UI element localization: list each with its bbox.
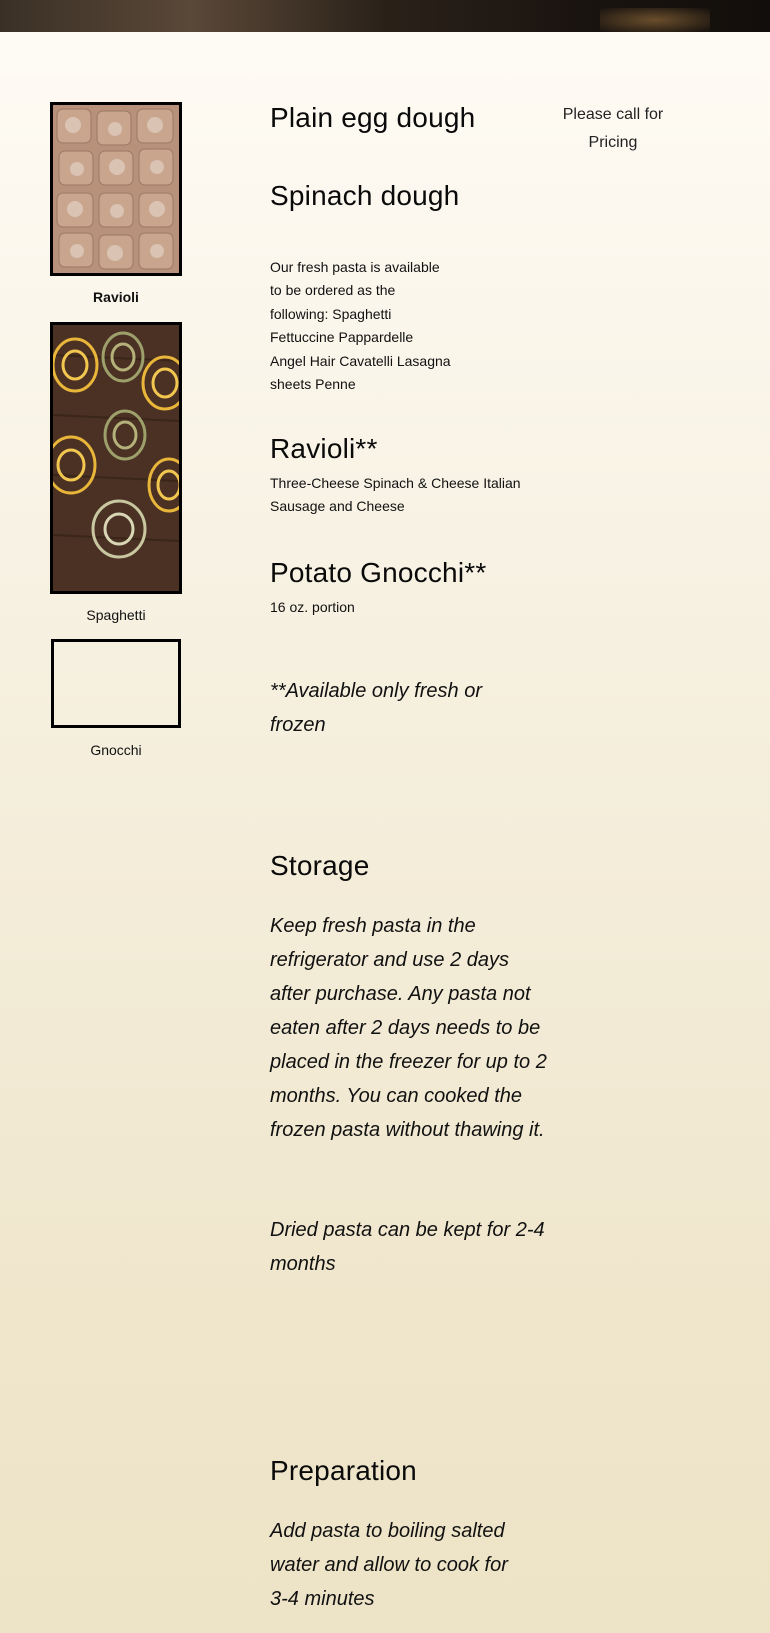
storage-text: Keep fresh pasta in the refrigerator and use 2 days after purchase. Any pasta not eaten after 2 days needs to be placed in the freezer for up to 2 months. You can cooked the frozen pasta without thawing it. — [270, 915, 547, 1141]
dried-pasta-text: Dried pasta can be kept for 2-4 months — [270, 1219, 545, 1275]
ravioli-image[interactable] — [50, 102, 182, 276]
ravioli-title: Ravioli** — [270, 433, 378, 464]
availability-note: **Available only fresh or frozen — [270, 680, 482, 736]
gnocchi-image[interactable] — [51, 639, 181, 728]
ravioli-description: Three-Cheese Spinach & Cheese Italian Sausage and Cheese — [270, 475, 521, 515]
spaghetti-caption: Spaghetti — [86, 607, 146, 623]
ravioli-photo — [53, 105, 179, 273]
pricing-note: Please call for Pricing — [562, 106, 664, 151]
storage-title: Storage — [270, 850, 370, 881]
gnocchi-caption: Gnocchi — [90, 742, 142, 758]
spinach-dough-title: Spinach dough — [270, 180, 460, 211]
banner-light-decoration — [600, 8, 710, 32]
ravioli-caption: Ravioli — [93, 289, 139, 305]
potato-gnocchi-title: Potato Gnocchi** — [270, 557, 487, 588]
pasta-nests-photo — [53, 325, 179, 591]
plain-egg-dough-title: Plain egg dough — [270, 102, 476, 133]
preparation-text: Add pasta to boiling salted water and allow to cook for 3-4 minutes — [270, 1520, 508, 1610]
preparation-title: Preparation — [270, 1455, 417, 1486]
spaghetti-image[interactable] — [50, 322, 182, 594]
fresh-pasta-description: Our fresh pasta is available to be ordered as the following: Spaghetti Fettuccine Pappardelle Angel Hair Cavatelli Lasagna sheets Penne — [270, 259, 451, 393]
gnocchi-description: 16 oz. portion — [270, 599, 355, 615]
header-banner-image — [0, 0, 770, 32]
